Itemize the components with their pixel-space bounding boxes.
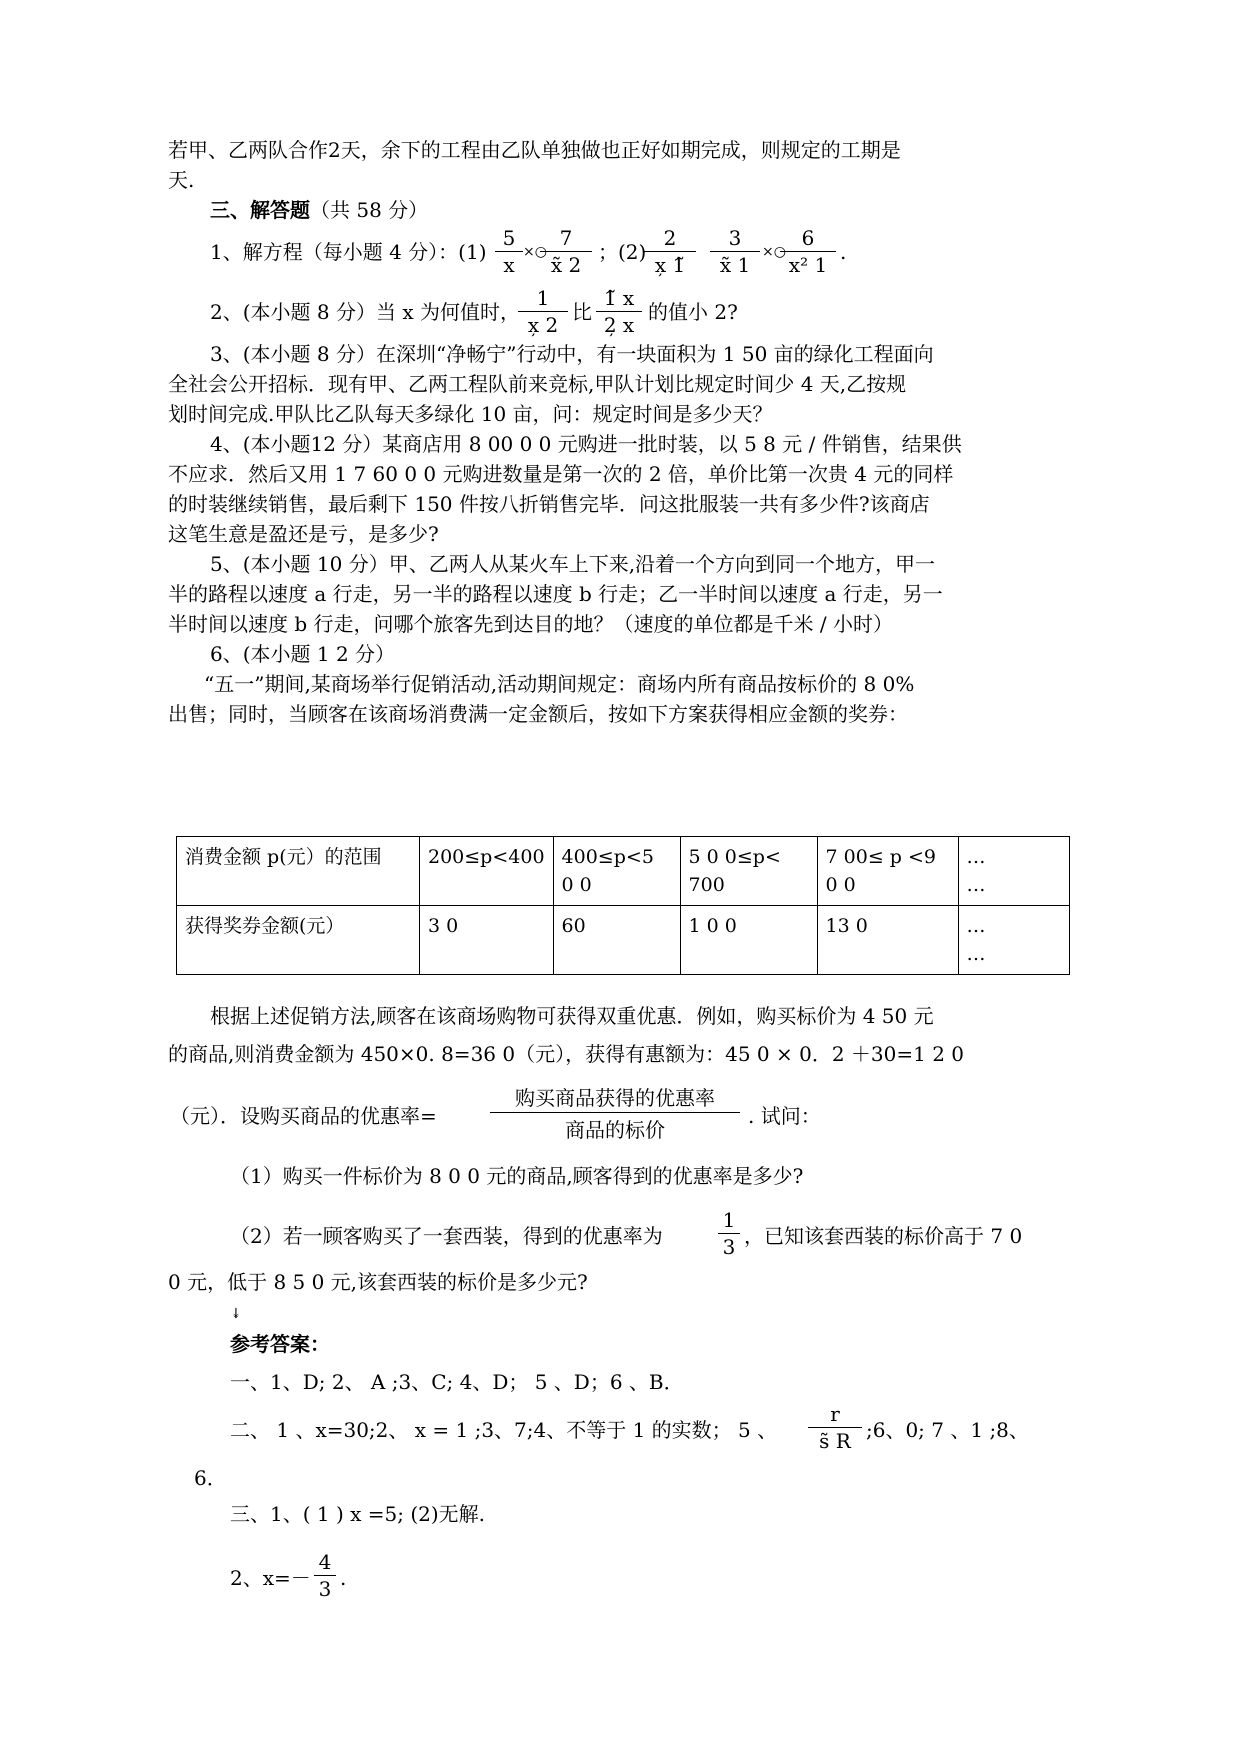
fraction: 1̃ x 2̦ x	[596, 286, 642, 337]
text-line: 一、1、D; 2、 A ;3、C; 4、D； 5 、D；6 、B．	[230, 1370, 684, 1394]
text-line: ，已知该套西装的标价高于 7 0	[744, 1224, 1023, 1248]
table-cell: 获得奖券金额(元）	[177, 906, 420, 975]
fraction: 3 x̃ 1	[710, 226, 760, 277]
table-cell: 5 0 0≤p< 700	[680, 837, 817, 906]
text-line: 天.	[168, 168, 195, 192]
text-line: 全社会公开招标．现有甲、乙两工程队前来竞标,甲队计划比规定时间少 4 天,乙按规	[168, 372, 907, 396]
text-line: 0 元，低于 8 5 0 元,该套西装的标价是多少元?	[168, 1270, 588, 1294]
section-score: （共 58 分）	[310, 198, 429, 222]
text-line: （1）购买一件标价为 8 0 0 元的商品,顾客得到的优惠率是多少?	[230, 1164, 804, 1188]
text-line: 3、(本小题 8 分）在深圳“净畅宁”行动中，有一块面积为 1 50 亩的绿化工程面向	[210, 342, 934, 366]
fraction: r s̃ R	[808, 1402, 862, 1453]
table-row	[177, 906, 1070, 975]
text-line: 半时间以速度 b 行走，问哪个旅客先到达目的地？（速度的单位都是千米 / 小时）	[168, 612, 893, 636]
fraction: 6 x² 1	[780, 226, 836, 277]
fraction: 1 3	[718, 1208, 740, 1259]
text-line: 若甲、乙两队合作2天，余下的工程由乙队单独做也正好如期完成，则规定的工期是	[168, 138, 901, 162]
text-line: 2、x=－	[230, 1566, 311, 1590]
table-cell: 7 00≤ p <9 0 0	[817, 837, 958, 906]
fraction: 4 3	[314, 1550, 336, 1601]
text-line: 5、(本小题 10 分）甲、乙两人从某火车上下来,沿着一个方向到同一个地方，甲一	[210, 552, 936, 576]
symbol: ×○	[523, 244, 547, 260]
text-line: 6．	[194, 1466, 227, 1490]
text-line: （元）．设购买商品的优惠率=	[170, 1104, 437, 1128]
period: .	[840, 240, 847, 264]
symbol: ×○	[762, 244, 786, 260]
table-cell: … …	[958, 837, 1069, 906]
fraction: 购买商品获得的优惠率 商品的标价	[490, 1082, 740, 1143]
text-line: . 试问：	[748, 1104, 821, 1128]
question-2-prefix: 2、(本小题 8 分）当 x 为何值时，	[210, 300, 520, 324]
paragraph-mark: ↡	[230, 1306, 242, 1322]
fraction: 2 x̦ 1̃	[644, 226, 696, 277]
text-line: 这笔生意是盈还是亏，是多少?	[168, 522, 439, 546]
fraction: 7 x̃ 2	[540, 226, 592, 277]
text-line: 6、(本小题 1 2 分）	[210, 642, 396, 666]
text-line: ;6、0; 7 、1 ;8、	[866, 1418, 1029, 1442]
table-cell: 60	[553, 906, 680, 975]
question-2-suffix: 的值小 2?	[648, 300, 738, 324]
table-cell: 200≤p<400	[420, 837, 554, 906]
text-line: “五一”期间,某商场举行促销活动,活动期间规定：商场内所有商品按标价的 8 0%	[204, 672, 915, 696]
fraction: 5 x	[495, 226, 523, 277]
table-row	[177, 837, 1070, 906]
text-line: 的商品,则消费金额为 450×0. 8=36 0（元），获得有惠额为：45 0 × 0．2 ＋30=1 2 0	[168, 1042, 965, 1066]
period: .	[340, 1566, 347, 1590]
table-cell: 400≤p<5 0 0	[553, 837, 680, 906]
question-1-prefix: 1、解方程（每小题 4 分）：(1)	[210, 240, 487, 264]
text-line: 三、1、( 1 ) x =5; (2)无解.	[230, 1502, 486, 1526]
award-table	[176, 836, 1070, 975]
text-line: 划时间完成.甲队比乙队每天多绿化 10 亩，问：规定时间是多少天？	[168, 402, 773, 426]
section-title: 三、解答题	[210, 198, 310, 222]
table-cell: … …	[958, 906, 1069, 975]
text-line: 根据上述促销方法,顾客在该商场购物可获得双重优惠．例如，购买标价为 4 50 元	[210, 1004, 934, 1028]
text-line: 4、(本小题12 分）某商店用 8 00 0 0 元购进一批时装，以 5 8 元 / 件销售，结果供	[210, 432, 962, 456]
text-line: 半的路程以速度 a 行走，另一半的路程以速度 b 行走；乙一半时间以速度 a 行走，另一	[168, 582, 943, 606]
fraction: 1 x̦ 2	[518, 286, 568, 337]
table-cell: 3 0	[420, 906, 554, 975]
question-2-mid: 比	[572, 300, 592, 324]
answer-heading: 参考答案：	[230, 1332, 330, 1356]
text-line: 的时装继续销售，最后剩下 150 件按八折销售完毕．问这批服装一共有多少件?该商店	[168, 492, 930, 516]
table-cell: 消费金额 p(元）的范围	[177, 837, 420, 906]
text-line: 二、 1 、x=30;2、 x = 1 ;3、7;4、不等于 1 的实数； 5 、	[230, 1418, 778, 1442]
question-1-mid: ；(2)	[598, 240, 647, 264]
section-heading	[210, 198, 428, 222]
table-cell: 1 0 0	[680, 906, 817, 975]
text-line: （2）若一顾客购买了一套西装，得到的优惠率为	[230, 1224, 663, 1248]
text-line: 出售；同时，当顾客在该商场消费满一定金额后，按如下方案获得相应金额的奖券：	[168, 702, 908, 726]
text-line: 不应求．然后又用 1 7 60 0 0 元购进数量是第一次的 2 倍，单价比第一次贵 4 元的同样	[168, 462, 954, 486]
table-cell: 13 0	[817, 906, 958, 975]
